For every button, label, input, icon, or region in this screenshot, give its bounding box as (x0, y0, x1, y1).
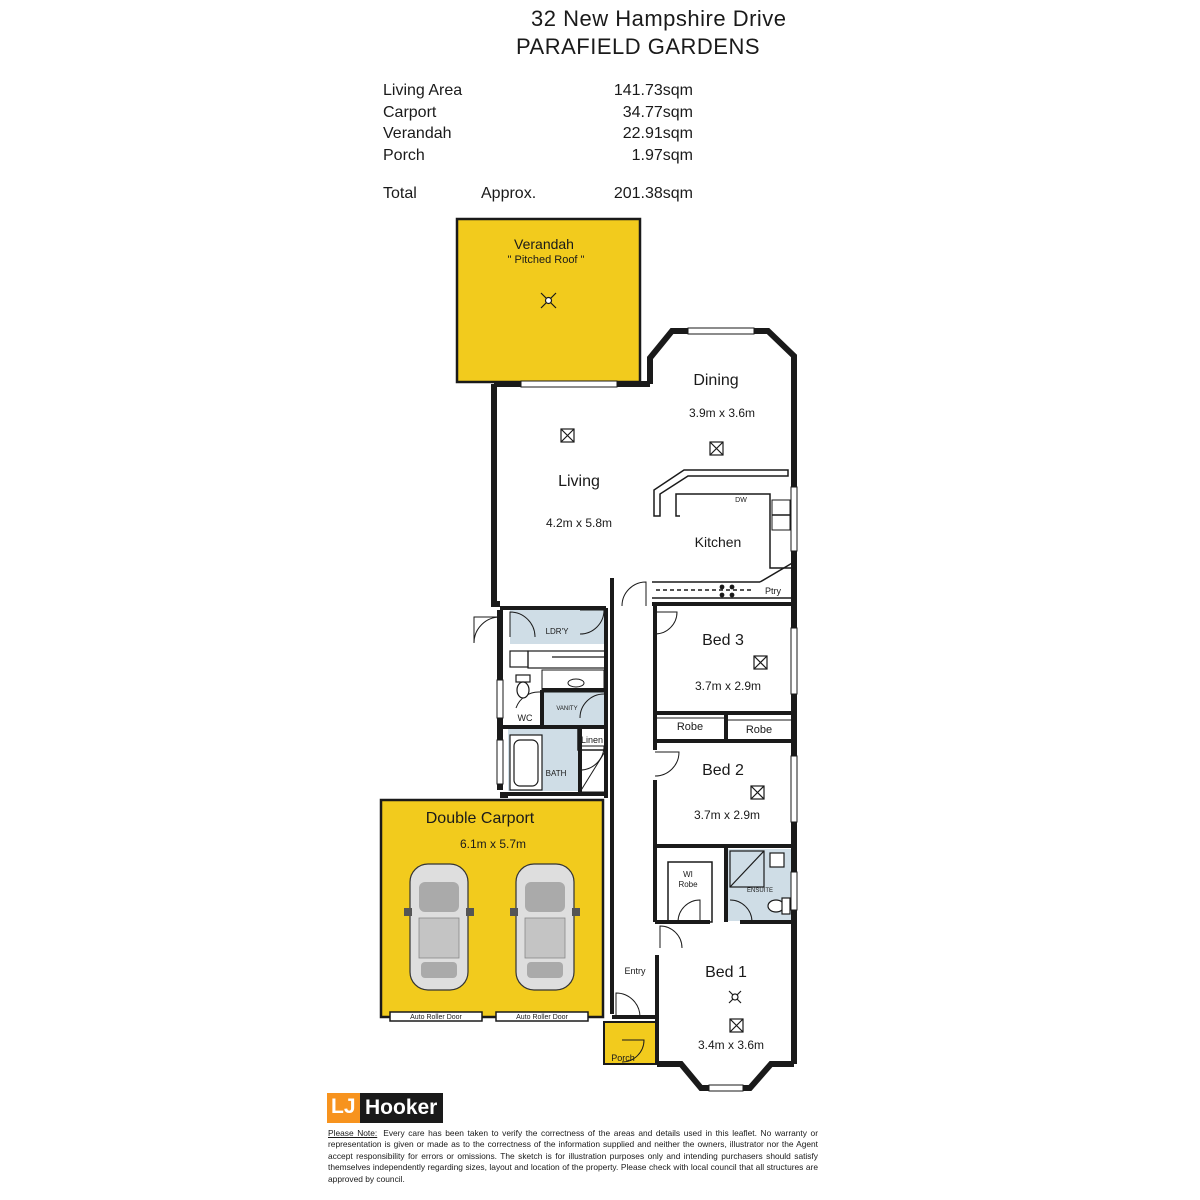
bed2-dims: 3.7m x 2.9m (693, 808, 761, 822)
disclaimer-heading: Please Note: (328, 1128, 378, 1138)
verandah-label: Verandah (514, 236, 574, 252)
area-value: 1.97sqm (631, 147, 693, 164)
carport-label: Double Carport (425, 810, 535, 827)
wi-robe-label-line1: WI (683, 870, 693, 879)
lj-hooker-logo (327, 1093, 443, 1123)
car-icon (510, 864, 580, 990)
toilet-icon (516, 675, 530, 698)
living-label: Living (558, 473, 600, 490)
total-qualifier: Approx. (481, 185, 537, 202)
area-value: 34.77sqm (622, 104, 693, 121)
laundry-fixtures (510, 651, 606, 668)
area-value: 141.73sqm (613, 82, 693, 99)
area-label: Living Area (383, 82, 463, 99)
shower-icon (580, 750, 606, 792)
bed3-label: Bed 3 (702, 632, 744, 649)
entry-label: Entry (624, 966, 646, 976)
ceiling-fan-icon (729, 991, 741, 1003)
wc-label: WC (517, 713, 533, 723)
area-label: Porch (383, 147, 425, 164)
total-label: Total (383, 185, 417, 202)
carport-dims: 6.1m x 5.7m (459, 837, 527, 851)
address-line-2: PARAFIELD GARDENS (516, 34, 761, 59)
basin-icon (568, 679, 584, 687)
porch-label: Porch (611, 1053, 635, 1063)
laundry-label: LDR'Y (545, 627, 569, 636)
bed3-dims: 3.7m x 2.9m (694, 679, 762, 693)
robe-label-left: Robe (676, 721, 704, 733)
dining-dims: 3.9m x 3.6m (688, 406, 756, 420)
wi-robe-label-line2: Robe (678, 880, 698, 889)
robe-label-right: Robe (745, 724, 773, 736)
disclaimer-text: Every care has been taken to verify the correctness of the areas and details used in this leaflet. No warranty or representation is given or made as to the correctness of the information supplied and neither the owners, illustrator nor the Agent accept responsibility for errors or omissions. The sketch is for illustration purposes only and intending purchasers should satisfy themselves independently regarding sizes, layout and location of the property. Please check with local council that all structures are approved by council. (328, 1128, 818, 1184)
logo-mark-text: LJ (331, 1095, 356, 1118)
address-line-1: 32 New Hampshire Drive (531, 6, 787, 31)
kitchen-label: Kitchen (694, 534, 742, 550)
dishwasher-label: DW (735, 497, 747, 504)
logo-mark (327, 1093, 360, 1123)
linen-label: Linen (580, 735, 604, 745)
logo-wordmark: Hooker (360, 1093, 443, 1123)
roller-door-label-right: Auto Roller Door (516, 1014, 568, 1021)
living-dims: 4.2m x 5.8m (545, 516, 613, 530)
pantry-label: Ptry (764, 586, 782, 596)
bathtub-icon (510, 735, 542, 790)
car-icon (404, 864, 474, 990)
verandah-note: " Pitched Roof " (507, 254, 585, 266)
area-label: Verandah (383, 125, 452, 142)
vanity-label: VANITY (556, 706, 578, 712)
bath-label: BATH (545, 769, 567, 778)
dining-label: Dining (693, 372, 739, 389)
roller-door-label-left: Auto Roller Door (410, 1014, 462, 1021)
cooktop-icon (720, 585, 735, 598)
total-value: 201.38sqm (613, 185, 693, 202)
area-value: 22.91sqm (622, 125, 693, 142)
disclaimer (328, 1128, 818, 1185)
area-label: Carport (383, 104, 437, 121)
bed2-label: Bed 2 (702, 762, 744, 779)
bed1-label: Bed 1 (705, 964, 747, 981)
ensuite-label: ENSUITE (746, 888, 774, 894)
bed1-dims: 3.4m x 3.6m (697, 1038, 765, 1052)
